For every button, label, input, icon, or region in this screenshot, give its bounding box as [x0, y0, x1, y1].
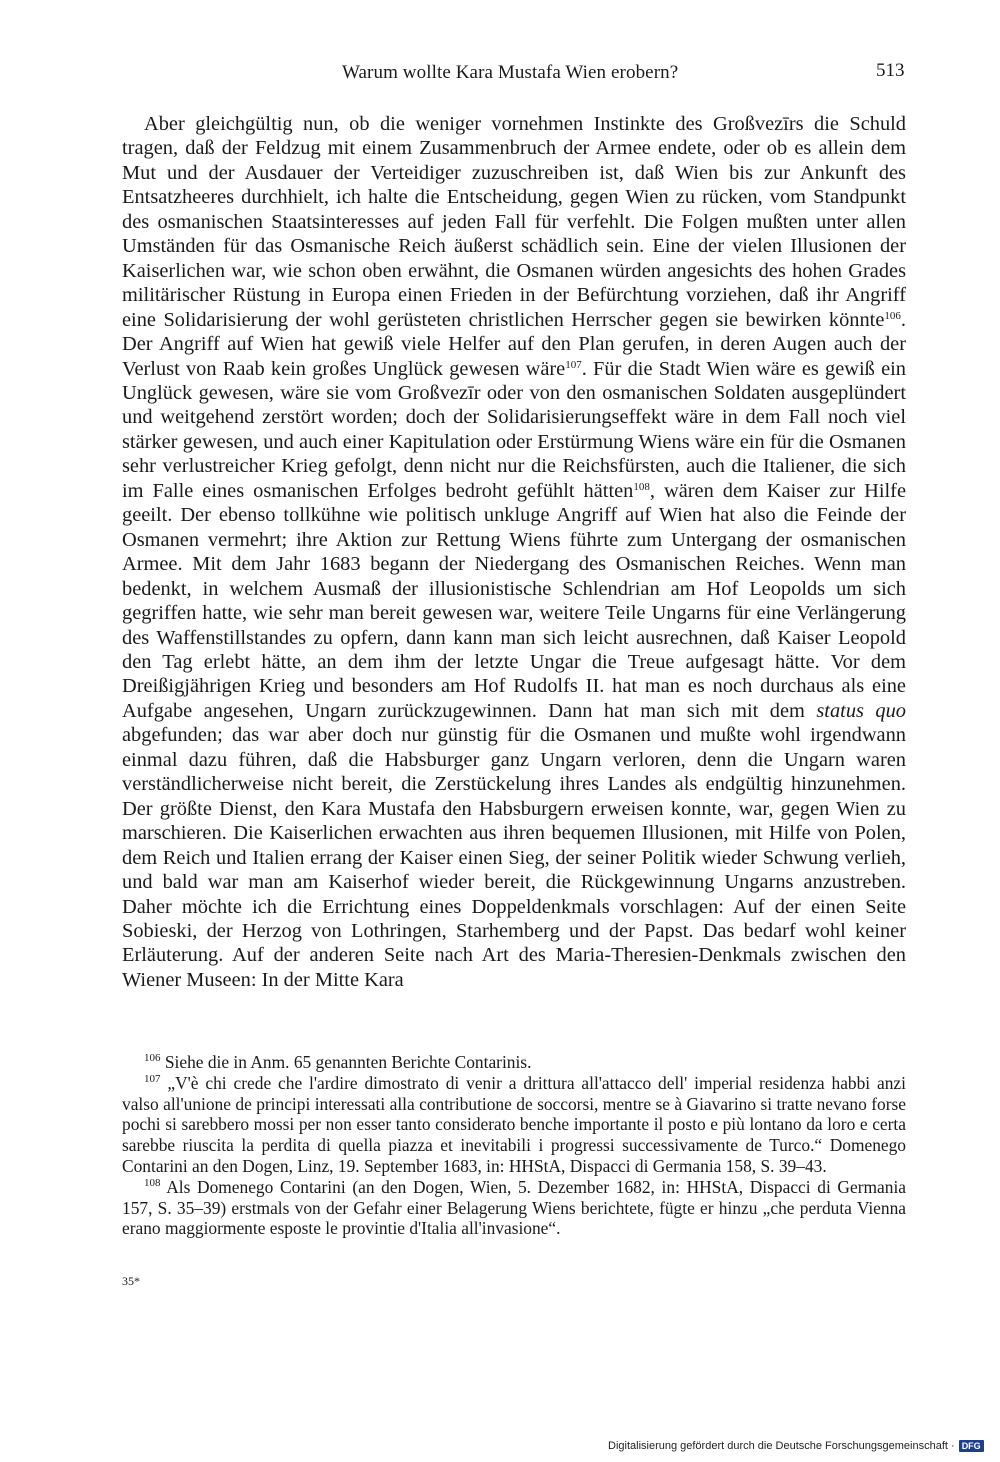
main-text	[122, 112, 906, 992]
italic-phrase: status quo	[816, 699, 906, 722]
text-segment: Aber gleichgültig nun, ob die weniger vornehmen Instinkte des Großvezīrs die Schuld tragen, daß der Feldzug mit einem Zusammenbruch der Armee endete, oder ob es allein dem Mut und der Ausdauer der Verteidiger zuzuschreiben ist, daß Wien bis zur Ankunft des Entsatzheeres durchhielt, ich halte die Entscheidung, gegen Wien zu rücken, vom Standpunkt des osmanischen Staatsinteresses auf jeden Fall für verfehlt. Die Folgen mußten unter allen Umständen für das Osmanische Reich äußerst schädlich sein. Eine der vielen Illusionen der Kaiserlichen war, wie schon oben erwähnt, die Osmanen würden angesichts des hohen Grades militärischer Rüstung in Europa einen Frieden in der Befürchtung vorziehen, daß ihr Angriff eine Solidarisierung der wohl gerüsteten christlichen Herrscher gegen sie bewirken könnte	[122, 113, 906, 331]
footnote-text: Siehe die in Anm. 65 genannten Berichte Contarinis.	[160, 1052, 532, 1072]
footnote-text: Als Domenego Contarini (an den Dogen, Wien, 5. Dezember 1682, in: HHStA, Dispacci di Germania 157, S. 35–39) erstmals von der Gefahr einer Belagerung Wiens berichtete, fügte er hinzu „che perduta Vienna erano maggiormente esposte le provintie d'Italia all'invasione“.	[122, 1176, 906, 1239]
footnote-107	[122, 1073, 906, 1177]
footnotes	[122, 1052, 906, 1239]
page-number: 513	[876, 60, 905, 81]
text-segment: , wären dem Kaiser zur Hilfe geeilt. Der ebenso tollkühne wie politisch unkluge Angriff auf Wien hat also die Feinde der Osmanen vermehrt; ihre Aktion zur Rettung Wiens führte zum Untergang der osmanischen Armee. Mit dem Jahr 1683 begann der Niedergang des Osmanischen Reiches. Wenn man bedenkt, in welchem Ausmaß der illusionistische Schlendrian am Hof Leopolds um sich gegriffen hatte, wie sehr man bereit gewesen war, weitere Teile Ungarns für eine Verlängerung des Waffenstillstandes zu opfern, dann kann man sich leicht ausrechnen, daß Kaiser Leopold den Tag erlebt hätte, an dem ihm der letzte Ungar die Treue aufgesagt hätte. Vor dem Dreißigjährigen Krieg und besonders am Hof Rudolfs II. hat man es noch durchaus als eine Aufgabe angesehen, Ungarn zurückzugewinnen. Dann hat man sich mit dem	[122, 479, 906, 722]
digitization-credit: Digitalisierung gefördert durch die Deutsche Forschungsgemeinschaft ·	[608, 1440, 955, 1452]
signature-mark: 35*	[122, 1274, 140, 1288]
text-segment: . Der Angriff auf Wien hat gewiß viele Helfer auf den Plan gerufen, in deren Augen auch der Verlust von Raab kein großes Unglück gewesen wäre	[122, 308, 906, 380]
text-segment: abgefunden; das war aber doch nur günstig für die Osmanen und mußte wohl irgendwann einmal dazu führen, daß die Habsburger ganz Ungarn verloren, denn die Ungarn waren verständlicherweise nicht bereit, die Zerstückelung ihres Landes als endgültig hinzunehmen. Der größte Dienst, den Kara Mustafa den Habsburgern erweisen konnte, war, gegen Wien zu marschieren. Die Kaiserlichen erwachten aus ihren bequemen Illusionen, mit Hilfe von Polen, dem Reich und Italien errang der Kaiser einen Sieg, der seiner Politik wieder Schwung verlieh, und bald war man am Kaiserhof wieder bereit, die Rückgewinnung Ungarns anzustreben. Daher möchte ich die Errichtung eines Doppeldenkmals vorschlagen: Auf der einen Seite Sobieski, der Herzog von Lothringen, Starhemberg und der Papst. Das bedarf wohl keiner Erläuterung. Auf der anderen Seite nach Art des Maria-Theresien-Denkmals zwischen den Wiener Museen: In der Mitte Kara	[122, 724, 906, 991]
footnote-108	[122, 1177, 906, 1239]
running-head: Warum wollte Kara Mustafa Wien erobern?	[342, 62, 679, 83]
footnote-ref-107[interactable]: 107	[565, 358, 582, 371]
body-paragraph	[122, 112, 906, 992]
footnote-106	[122, 1052, 906, 1073]
digitization-footer	[608, 1440, 984, 1452]
footnote-number: 107	[144, 1072, 161, 1085]
text-segment: . Für die Stadt Wien wäre es gewiß ein Unglück gewesen, wäre sie vom Großvezīr oder von den osmanischen Soldaten ausgeplündert und weitgehend zerstört worden; doch der Solidarisierungseffekt wäre in dem Fall noch viel stärker gewesen, und auch einer Kapitulation oder Erstürmung Wiens wäre ein für die Osmanen sehr verlustreicher Krieg gefolgt, denn nicht nur die Reichsfürsten, auch die Italiener, die sich im Falle eines osmanischen Erfolges bedroht gefühlt hätten	[122, 357, 906, 502]
footnote-number: 106	[144, 1052, 161, 1064]
footnote-ref-108[interactable]: 108	[633, 480, 650, 493]
footnote-ref-106[interactable]: 106	[884, 309, 901, 322]
footnote-number: 108	[144, 1176, 161, 1189]
footnote-text: „V'è chi crede che l'ardire dimostrato di venir a drittura all'attacco dell' imperial residenza habbi anzi valso all'unione de principi interessati alla contributione de soccorsi, mentre se à Giavarino si tratte nevano forse pochi si sarebbero mossi per non esser tanto considerato benche importante il posto e più lontano da loro e certa sarebbe riuscita la perdita di quella piazza et inevitabili i progressi successivamente de Turco.“ Domenego Contarini an den Dogen, Linz, 19. September 1683, in: HHStA, Dispacci di Germania 158, S. 39–43.	[122, 1072, 906, 1176]
dfg-logo-icon[interactable]: DFG	[959, 1440, 984, 1452]
